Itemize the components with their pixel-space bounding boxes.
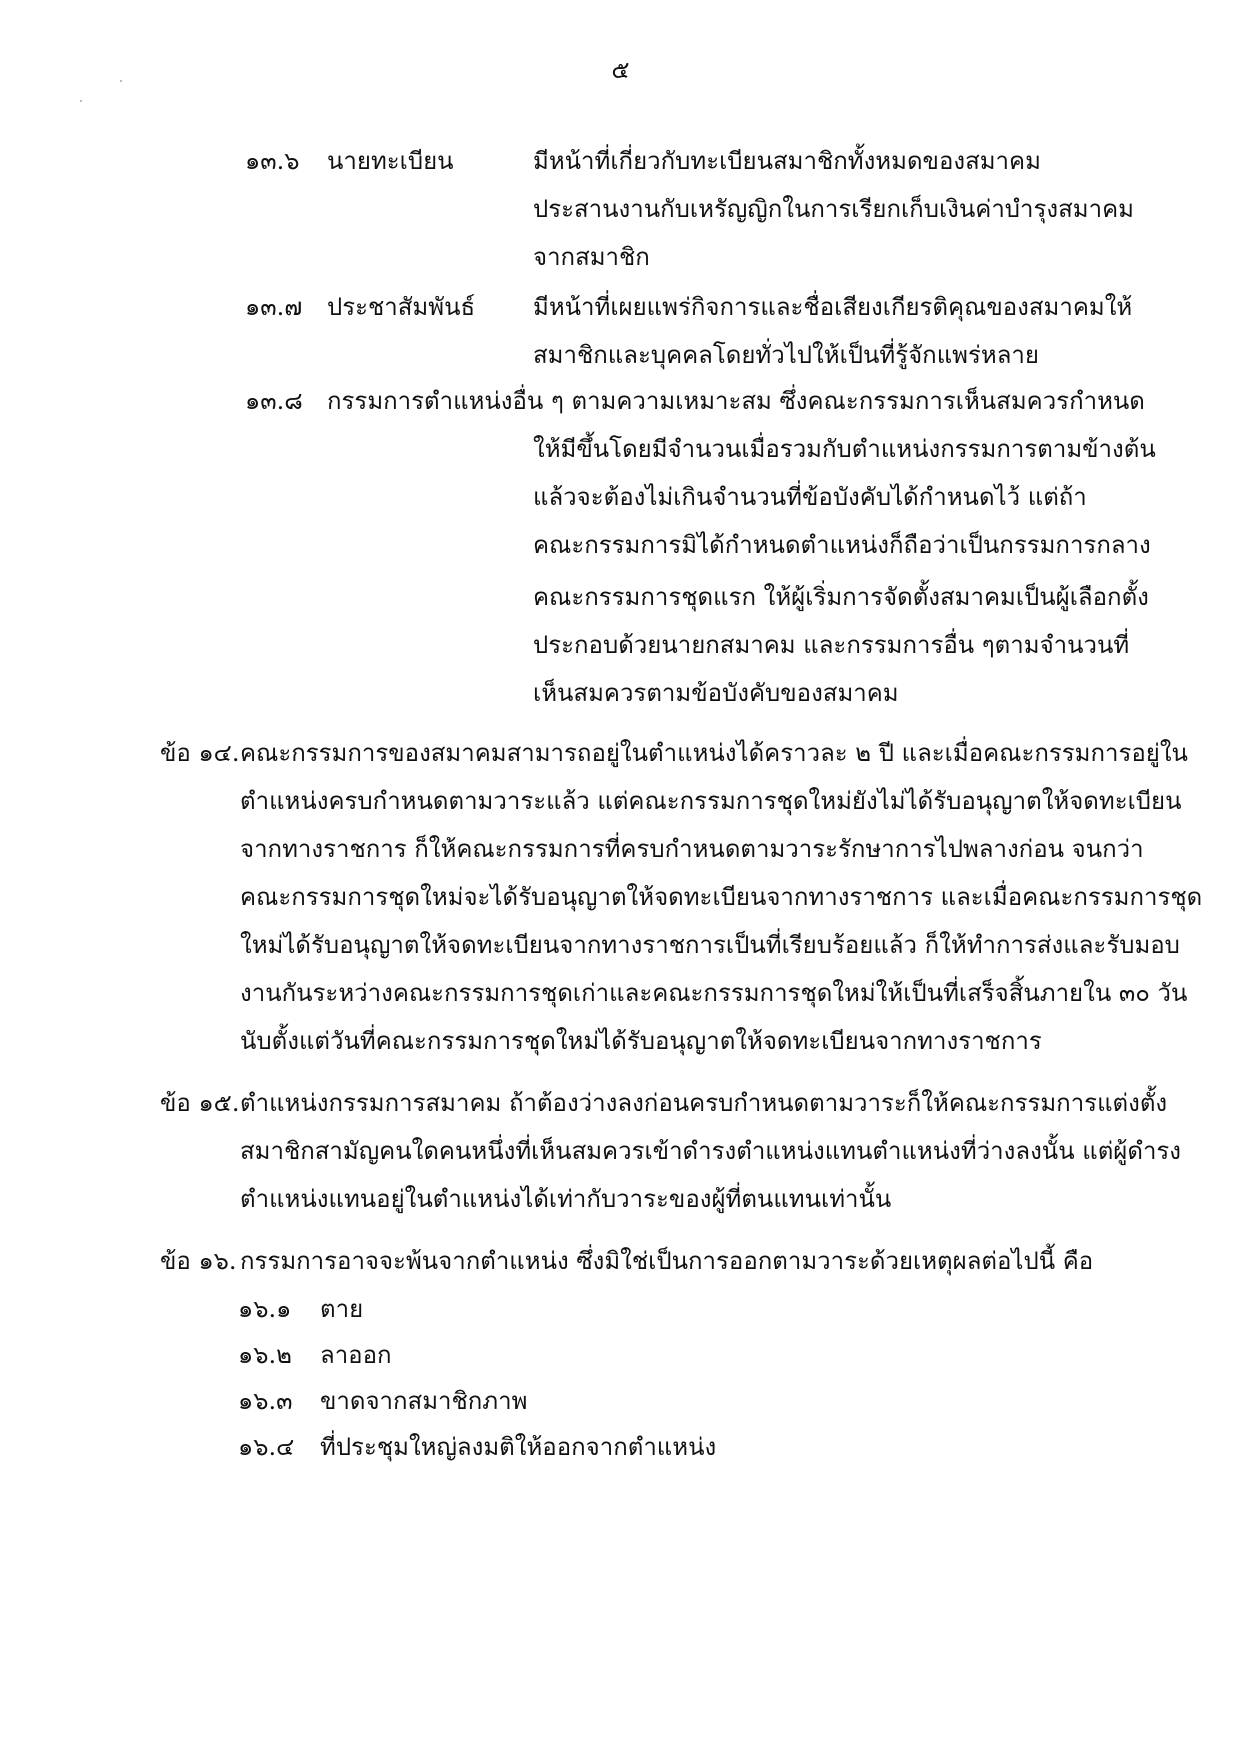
subitem-text: ขาดจากสมาชิกภาพ: [320, 1387, 528, 1415]
subitem-number: ๑๖.๓: [238, 1387, 293, 1415]
clause-label: ข้อ ๑๖.: [160, 1247, 237, 1275]
item-text-line: จากสมาชิก: [533, 243, 650, 271]
item-text-line: ประสานงานกับเหรัญญิกในการเรียกเก็บเงินค่าบำรุงสมาคม: [533, 195, 1134, 223]
item-title: ประชาสัมพันธ์: [327, 293, 476, 321]
item-text-line: มีหน้าที่เกี่ยวกับทะเบียนสมาชิกทั้งหมดของสมาคม: [533, 147, 1041, 175]
item-text-line: ให้มีขึ้นโดยมีจำนวนเมื่อรวมกับตำแหน่งกรรมการตามข้างต้น: [533, 435, 1156, 463]
item-title: นายทะเบียน: [327, 147, 454, 175]
subitem-number: ๑๖.๔: [238, 1433, 295, 1461]
clause-text-line: นับตั้งแต่วันที่คณะกรรมการชุดใหม่ได้รับอนุญาตให้จดทะเบียนจากทางราชการ: [240, 1027, 1042, 1055]
item-text-line: สมาชิกและบุคคลโดยทั่วไปให้เป็นที่รู้จักแพร่หลาย: [533, 341, 1039, 369]
clause-text-line: กรรมการอาจจะพ้นจากตำแหน่ง ซึ่งมิใช่เป็นการออกตามวาระด้วยเหตุผลต่อไปนี้ คือ: [240, 1247, 1094, 1275]
item-text-line: เห็นสมควรตามข้อบังคับของสมาคม: [533, 679, 899, 707]
clause-text-line: สมาชิกสามัญคนใดคนหนึ่งที่เห็นสมควรเข้าดำรงตำแหน่งแทนตำแหน่งที่ว่างลงนั้น แต่ผู้ดำรง: [240, 1137, 1182, 1165]
item-text-line: ประกอบด้วยนายกสมาคม และกรรมการอื่น ๆตามจำนวนที่: [533, 631, 1130, 659]
subitem-text: ลาออก: [320, 1341, 392, 1369]
clause-text-line: ตำแหน่งแทนอยู่ในตำแหน่งได้เท่ากับวาระของผู้ที่ตนแทนเท่านั้น: [240, 1185, 892, 1213]
item-number: ๑๓.๘: [245, 387, 303, 415]
clause-text-line: ใหม่ได้รับอนุญาตให้จดทะเบียนจากทางราชการเป็นที่เรียบร้อยแล้ว ก็ให้ทำการส่งและรับมอบ: [240, 931, 1180, 959]
item-text-line: มีหน้าที่เผยแพร่กิจการและชื่อเสียงเกียรติคุณของสมาคมให้: [533, 293, 1133, 321]
subitem-text: ตาย: [320, 1295, 364, 1323]
clause-text-line: ตำแหน่งกรรมการสมาคม ถ้าต้องว่างลงก่อนครบกำหนดตามวาระก็ให้คณะกรรมการแต่งตั้ง: [240, 1089, 1168, 1117]
clause-text-line: งานกันระหว่างคณะกรรมการชุดเก่าและคณะกรรมการชุดใหม่ให้เป็นที่เสร็จสิ้นภายใน ๓๐ วัน: [240, 979, 1188, 1007]
subitem-number: ๑๖.๑: [238, 1295, 292, 1323]
scan-speck: [80, 100, 82, 102]
subitem-text: ที่ประชุมใหญ่ลงมติให้ออกจากตำแหน่ง: [320, 1433, 717, 1461]
clause-text-line: จากทางราชการ ก็ให้คณะกรรมการที่ครบกำหนดตามวาระรักษาการไปพลางก่อน จนกว่า: [240, 835, 1144, 863]
clause-text-line: คณะกรรมการชุดใหม่จะได้รับอนุญาตให้จดทะเบียนจากทางราชการ และเมื่อคณะกรรมการชุด: [240, 883, 1203, 911]
item-text-line: คณะกรรมการมิได้กำหนดตำแหน่งก็ถือว่าเป็นกรรมการกลาง: [533, 531, 1151, 559]
item-title: กรรมการตำแหน่งอื่น ๆ ตามความเหมาะสม ซึ่งคณะกรรมการเห็นสมควรกำหนด: [327, 387, 1145, 415]
clause-text-line: ตำแหน่งครบกำหนดตามวาระแล้ว แต่คณะกรรมการชุดใหม่ยังไม่ได้รับอนุญาตให้จดทะเบียน: [240, 787, 1182, 815]
item-text-line: แล้วจะต้องไม่เกินจำนวนที่ข้อบังคับได้กำหนดไว้ แต่ถ้า: [533, 483, 1087, 511]
page-number: ๕: [611, 56, 630, 84]
clause-label: ข้อ ๑๕.: [160, 1089, 240, 1117]
subitem-number: ๑๖.๒: [238, 1341, 292, 1369]
item-number: ๑๓.๖: [245, 147, 300, 175]
clause-label: ข้อ ๑๔.: [160, 739, 240, 767]
clause-text-line: คณะกรรมการของสมาคมสามารถอยู่ในตำแหน่งได้คราวละ ๒ ปี และเมื่อคณะกรรมการอยู่ใน: [240, 739, 1188, 767]
item-number: ๑๓.๗: [245, 293, 303, 321]
item-text-line: คณะกรรมการชุดแรก ให้ผู้เริ่มการจัดตั้งสมาคมเป็นผู้เลือกตั้ง: [533, 583, 1149, 611]
